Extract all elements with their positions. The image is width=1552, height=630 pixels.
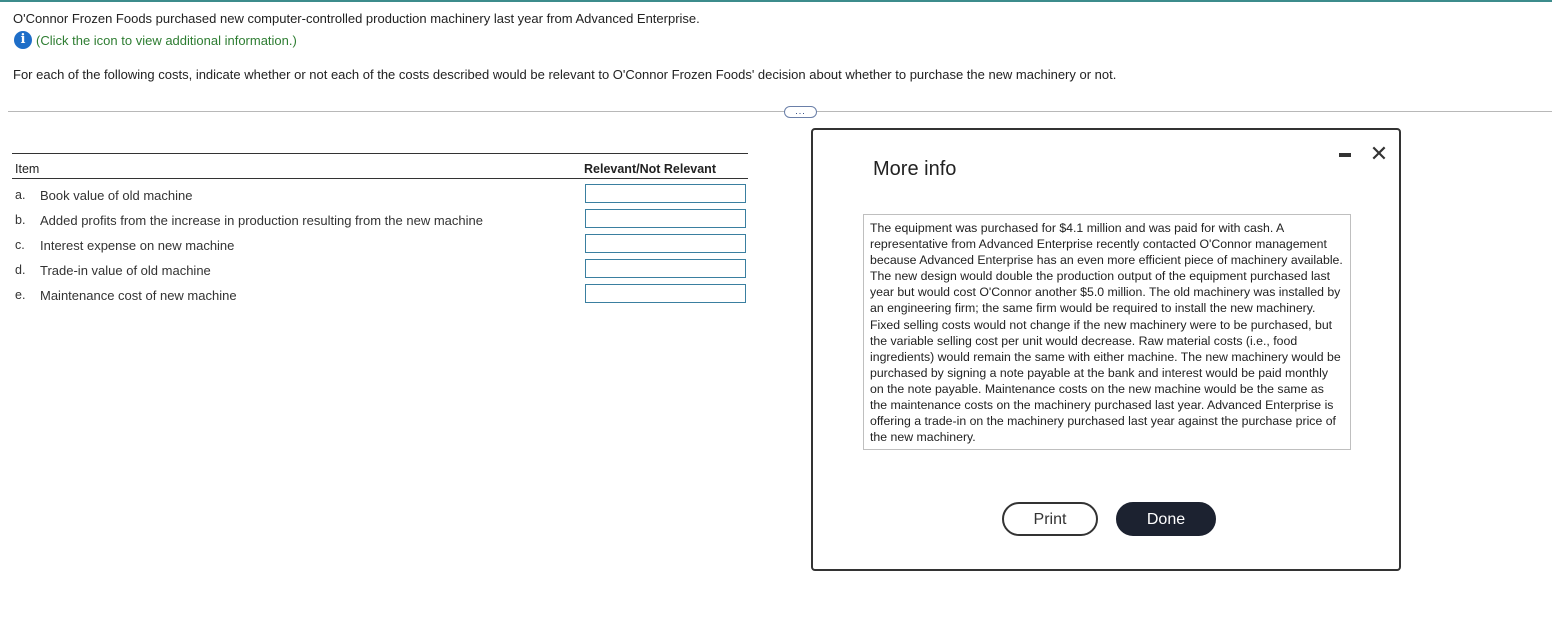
info-text-box: The equipment was purchased for $4.1 million and was paid for with cash. A representative from Advanced Enterprise recently contacted O'Connor management because Advanced Enterprise has an even more efficient piece of machinery available. The new design would double the production output of the equipment purchased last year but would cost O'Connor another $5.0 million. The old machinery was installed by an engineering firm; the same firm would be required to install the new machinery. Fixed selling costs would not change if the new machinery were to be purchased, but the variable selling cost per unit would decrease. Raw material costs (i.e., food ingredients) would remain the same with either machine. The new machinery would be purchased by signing a note payable at the bank and interest would be paid monthly on the note payable. Maintenance costs on the new machine would be the same as the maintenance costs on the machinery purchased last year. Advanced Enterprise is offering a trade-in on the machinery purchased last year against the purchase price of the new machinery. bbox=[863, 214, 1351, 450]
table-row bbox=[15, 235, 234, 255]
table-row bbox=[15, 285, 237, 305]
print-button[interactable]: Print bbox=[1002, 502, 1098, 536]
instruction-text: For each of the following costs, indicate whether or not each of the costs described would be relevant to O'Connor Frozen Foods' decision about whether to purchase the new machinery or not. bbox=[13, 67, 1117, 82]
row-description: Added profits from the increase in production resulting from the new machine bbox=[40, 212, 483, 228]
row-letter: b. bbox=[15, 213, 26, 227]
dialog-title: More info bbox=[873, 158, 957, 180]
done-button[interactable]: Done bbox=[1116, 502, 1216, 536]
column-header-relevance: Relevant/Not Relevant bbox=[584, 162, 716, 176]
close-icon[interactable]: ✕ bbox=[1369, 141, 1389, 166]
answer-dropdown-b[interactable] bbox=[585, 209, 746, 228]
answer-dropdown-a[interactable] bbox=[585, 184, 746, 203]
additional-info-link[interactable] bbox=[14, 31, 297, 49]
problem-intro: O'Connor Frozen Foods purchased new computer-controlled production machinery last year from Advanced Enterprise. bbox=[13, 11, 700, 26]
pane-divider bbox=[8, 111, 1552, 112]
info-icon[interactable]: i bbox=[14, 31, 32, 49]
table-row bbox=[15, 210, 483, 230]
row-letter: d. bbox=[15, 263, 26, 277]
column-header-item: Item bbox=[15, 162, 40, 176]
table-top-rule bbox=[12, 153, 748, 154]
more-info-dialog bbox=[811, 128, 1401, 571]
row-description: Book value of old machine bbox=[40, 187, 193, 203]
top-rule bbox=[0, 0, 1552, 2]
minimize-icon[interactable] bbox=[1339, 153, 1351, 157]
answer-dropdown-e[interactable] bbox=[585, 284, 746, 303]
row-letter: a. bbox=[15, 188, 26, 202]
row-description: Maintenance cost of new machine bbox=[40, 287, 237, 303]
row-letter: e. bbox=[15, 288, 26, 302]
table-row bbox=[15, 260, 211, 280]
row-letter: c. bbox=[15, 238, 25, 252]
row-description: Interest expense on new machine bbox=[40, 237, 235, 253]
answer-dropdown-d[interactable] bbox=[585, 259, 746, 278]
table-row bbox=[15, 185, 192, 205]
divider-handle[interactable]: ... bbox=[784, 106, 817, 118]
additional-info-text: (Click the icon to view additional information.) bbox=[36, 32, 297, 48]
answer-dropdown-c[interactable] bbox=[585, 234, 746, 253]
table-header-rule bbox=[12, 178, 748, 179]
row-description: Trade-in value of old machine bbox=[40, 262, 211, 278]
